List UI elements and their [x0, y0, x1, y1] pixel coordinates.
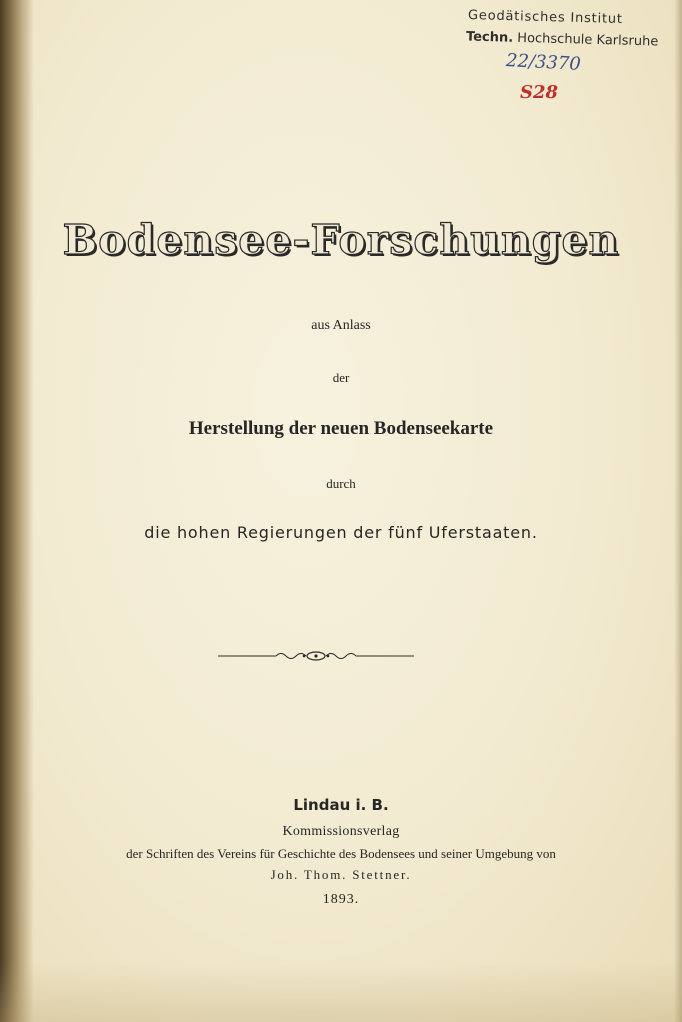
stamp-line-institute: Geodätisches Institut [467, 7, 623, 28]
subtitle-der: der [332, 370, 350, 385]
imprint-publisher: Joh. Thom. Stettner. [270, 867, 412, 882]
handwritten-shelfmark: 22/3370 [505, 50, 582, 75]
subtitle-aus-anlass: aus Anlass [311, 318, 371, 333]
imprint-place: Lindau i. B. [293, 796, 389, 814]
imprint-year: 1893. [322, 892, 360, 907]
imprint-kommissionsverlag: Kommissionsverlag [282, 824, 400, 839]
stamp-techn: Techn. [465, 29, 514, 46]
stamp-line-university [466, 29, 659, 49]
stamp-hochschule: Hochschule Karlsruhe [512, 30, 659, 50]
subtitle-durch: durch [326, 476, 356, 491]
handwritten-red-mark: S28 [520, 82, 559, 103]
book-binding-shadow [0, 0, 34, 1022]
page-edge-shadow [674, 0, 682, 1022]
subtitle-herstellung: Herstellung der neuen Bodenseekarte [188, 418, 494, 439]
imprint-schriften: der Schriften des Vereins für Geschichte des Bodensees und seiner Umgebung von [126, 846, 556, 861]
book-title: Bodensee-Forschungen [62, 216, 620, 264]
subtitle-regierungen: die hohen Regierungen der fünf Uferstaaten. [144, 523, 538, 542]
ornamental-divider [218, 648, 414, 664]
page-bottom-shadow [0, 962, 682, 1022]
